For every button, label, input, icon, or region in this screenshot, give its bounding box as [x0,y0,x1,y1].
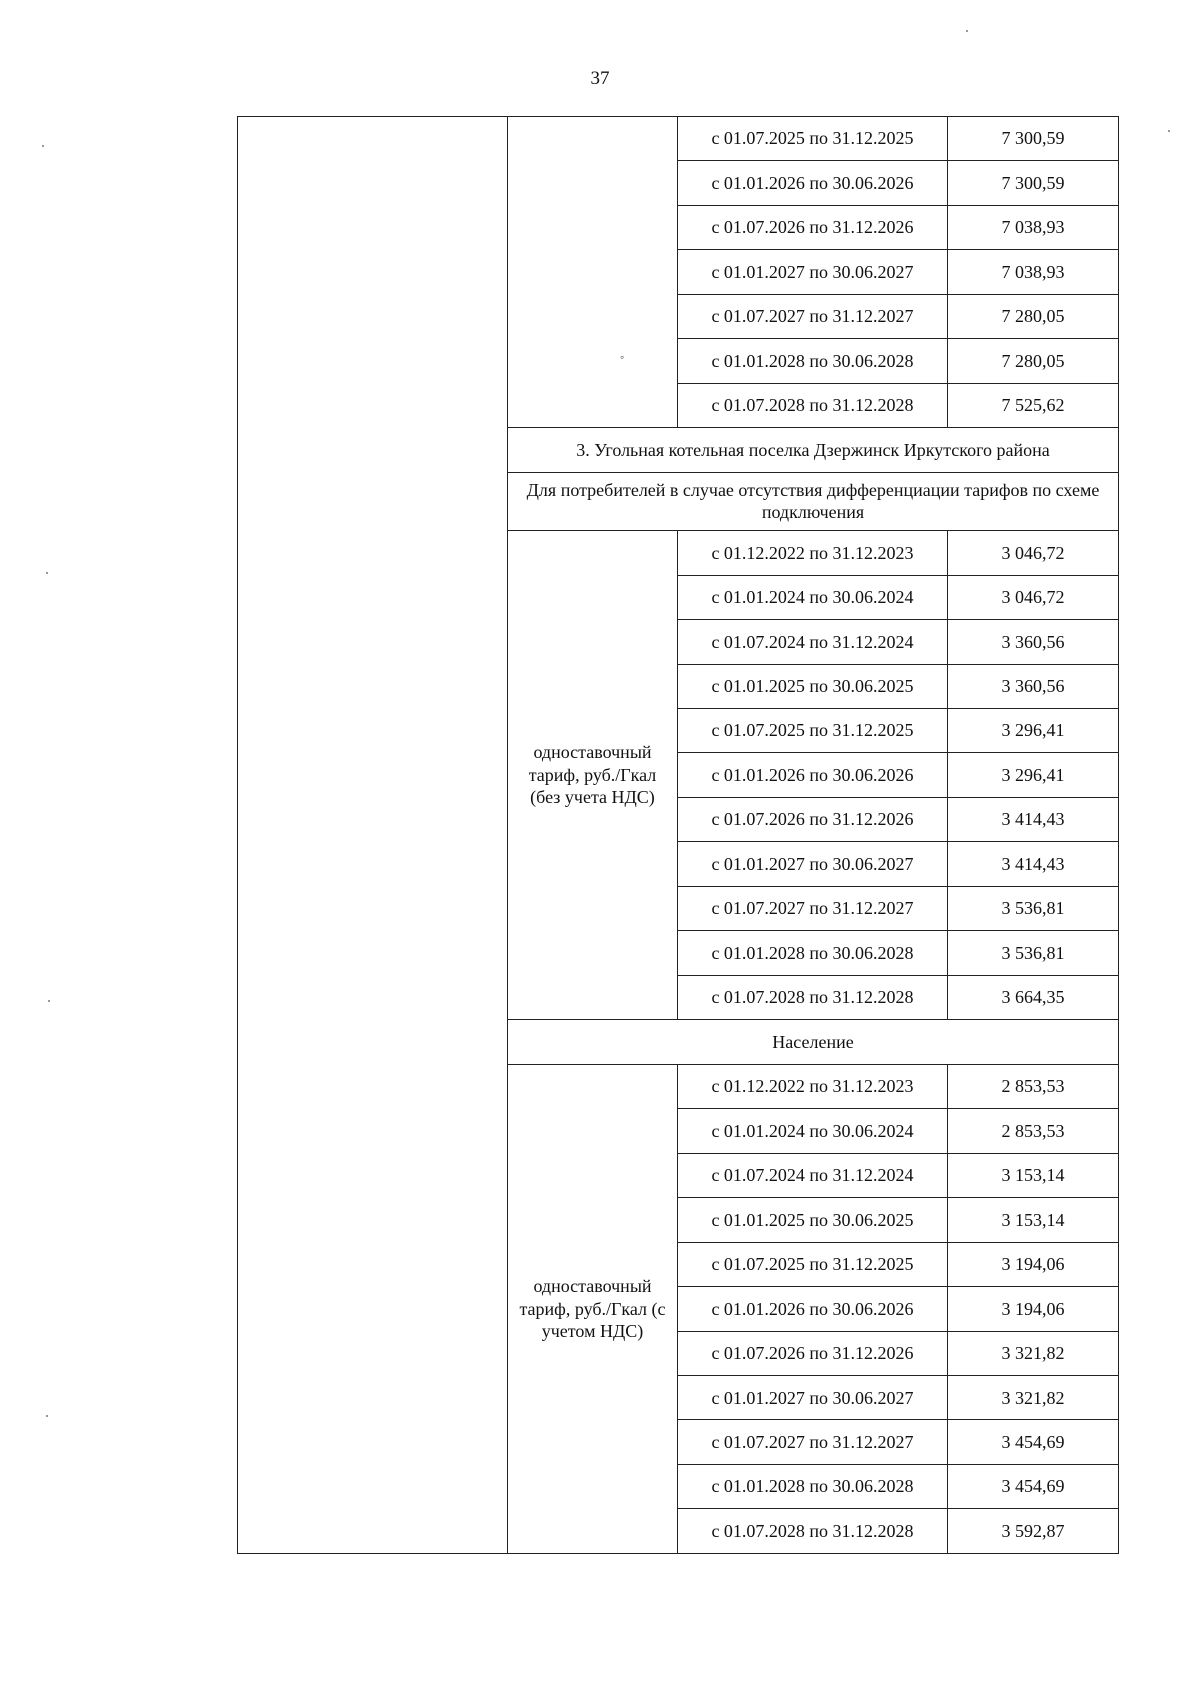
period-cell: с 01.07.2027 по 31.12.2027 [678,1420,948,1464]
period-cell: с 01.07.2026 по 31.12.2026 [678,797,948,841]
tariff-label-without-vat: одноставочный тариф, руб./Гкал (без учета НДС) [508,531,678,1020]
value-cell: 3 194,06 [948,1287,1119,1331]
group-header-population: Население [508,1020,1119,1064]
scan-speck [966,30,968,32]
period-cell: с 01.01.2028 по 30.06.2028 [678,339,948,383]
period-cell: с 01.01.2028 по 30.06.2028 [678,1464,948,1508]
value-cell: 3 664,35 [948,975,1119,1019]
value-cell: 7 280,05 [948,339,1119,383]
tariff-label-with-vat: одноставочный тариф, руб./Гкал (с учетом НДС) [508,1064,678,1553]
scan-speck [46,572,48,574]
scan-speck [46,1415,48,1417]
value-cell: 3 454,69 [948,1464,1119,1508]
value-cell: 3 414,43 [948,797,1119,841]
page-number: 37 [590,68,610,89]
group-header-no-differentiation: Для потребителей в случае отсутствия дифференциации тарифов по схеме подключения [508,472,1119,530]
section-title: 3. Угольная котельная поселка Дзержинск Иркутского района [508,428,1119,472]
value-cell: 3 536,81 [948,931,1119,975]
value-cell: 3 153,14 [948,1153,1119,1197]
value-cell: 7 300,59 [948,117,1119,161]
value-cell: 7 038,93 [948,250,1119,294]
period-cell: с 01.01.2026 по 30.06.2026 [678,1287,948,1331]
value-cell: 3 046,72 [948,575,1119,619]
period-cell: с 01.07.2026 по 31.12.2026 [678,205,948,249]
period-cell: с 01.07.2028 по 31.12.2028 [678,1509,948,1554]
period-cell: с 01.07.2026 по 31.12.2026 [678,1331,948,1375]
value-cell: 3 360,56 [948,664,1119,708]
period-cell: с 01.01.2028 по 30.06.2028 [678,931,948,975]
period-cell: с 01.01.2027 по 30.06.2027 [678,1376,948,1420]
organization-cell [238,117,508,1554]
value-cell: 3 536,81 [948,886,1119,930]
period-cell: с 01.01.2027 по 30.06.2027 [678,250,948,294]
value-cell: 3 296,41 [948,753,1119,797]
period-cell: с 01.07.2025 по 31.12.2025 [678,1242,948,1286]
scan-speck [48,1000,50,1002]
period-cell: с 01.07.2025 по 31.12.2025 [678,117,948,161]
value-cell: 7 280,05 [948,294,1119,338]
period-cell: с 01.01.2024 по 30.06.2024 [678,575,948,619]
period-cell: с 01.07.2024 по 31.12.2024 [678,1153,948,1197]
period-cell: с 01.01.2024 по 30.06.2024 [678,1109,948,1153]
scan-speck [1168,130,1170,132]
period-cell: с 01.07.2028 по 31.12.2028 [678,975,948,1019]
period-cell: с 01.12.2022 по 31.12.2023 [678,531,948,575]
value-cell: 3 592,87 [948,1509,1119,1554]
value-cell: 3 296,41 [948,708,1119,752]
value-cell: 7 300,59 [948,161,1119,205]
value-cell: 2 853,53 [948,1109,1119,1153]
period-cell: с 01.01.2027 по 30.06.2027 [678,842,948,886]
tariff-type-cell [508,117,678,428]
period-cell: с 01.07.2027 по 31.12.2027 [678,886,948,930]
table-row [238,117,1119,161]
tariff-table [237,116,1119,1554]
period-cell: с 01.07.2027 по 31.12.2027 [678,294,948,338]
period-cell: с 01.07.2028 по 31.12.2028 [678,383,948,427]
period-cell: с 01.12.2022 по 31.12.2023 [678,1064,948,1108]
period-cell: с 01.07.2025 по 31.12.2025 [678,708,948,752]
scan-speck [42,145,44,147]
value-cell: 2 853,53 [948,1064,1119,1108]
period-cell: с 01.01.2025 по 30.06.2025 [678,1198,948,1242]
value-cell: 3 321,82 [948,1331,1119,1375]
value-cell: 3 360,56 [948,620,1119,664]
value-cell: 3 321,82 [948,1376,1119,1420]
period-cell: с 01.01.2026 по 30.06.2026 [678,161,948,205]
value-cell: 3 414,43 [948,842,1119,886]
value-cell: 3 194,06 [948,1242,1119,1286]
value-cell: 3 046,72 [948,531,1119,575]
scan-artifact-circle: ◦ [620,350,625,364]
value-cell: 7 525,62 [948,383,1119,427]
value-cell: 3 454,69 [948,1420,1119,1464]
period-cell: с 01.01.2026 по 30.06.2026 [678,753,948,797]
period-cell: с 01.07.2024 по 31.12.2024 [678,620,948,664]
period-cell: с 01.01.2025 по 30.06.2025 [678,664,948,708]
value-cell: 3 153,14 [948,1198,1119,1242]
value-cell: 7 038,93 [948,205,1119,249]
